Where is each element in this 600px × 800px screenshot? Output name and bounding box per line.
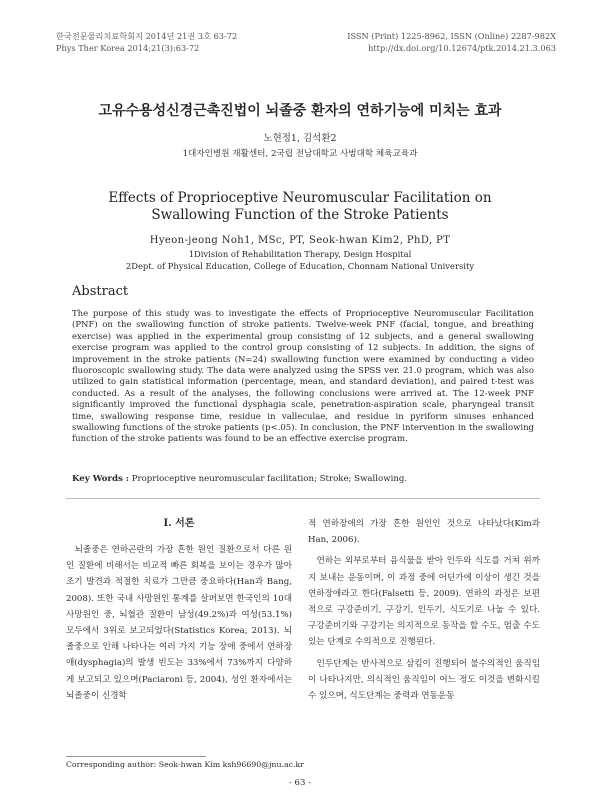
english-title-line2: Swallowing Function of the Stroke Patients	[151, 207, 449, 223]
english-authors: Hyeon-jeong Noh1, MSc, PT, Seok-hwan Kim2, PhD, PT	[149, 235, 451, 246]
affiliation-1: 1Division of Rehabilitation Therapy, Design Hospital	[188, 249, 412, 259]
page-number: - 63 -	[288, 778, 312, 788]
paragraph: 연하는 외부로부터 음식물을 받아 인두와 식도를 거쳐 위까지 보내는 운동이며, 이 과정 중에 어딘가에 이상이 생긴 것을 연하장애라고 한다(Falsetti 등, 2009). 연하의 과정은 보편적으로 구강준비기, 구강기, 인두기, 식도기로 나눌 수 있다. 구강준비기와 구강기는 의지적으로 동작을 할 수도, 멈출 수도 있는 단계로 수의적으로 진행된다.	[308, 556, 540, 648]
korean-title: 고유수용성신경근촉진법이 뇌졸중 환자의 연하기능에 미치는 효과	[98, 103, 502, 119]
keywords-label: Key Words :	[72, 474, 129, 484]
abstract-divider	[66, 498, 540, 499]
right-column	[308, 516, 540, 709]
section-heading: Ⅰ. 서론	[163, 518, 195, 529]
doi-link[interactable]: http://dx.doi.org/10.12674/ptk.2014.21.3.063	[368, 43, 556, 53]
paragraph: 인두단계는 반사적으로 삼킴이 진행되어 불수의적인 움직임이 나타나지만, 의식적인 움직임이 어느 정도 이것을 변화시킬 수 있으며, 식도단계는 중력과 연동운동	[308, 658, 540, 702]
abstract-text: The purpose of this study was to investigate the effects of Proprioceptive Neuromuscular Facilitation (PNF) on the swallowing function of stroke patients. Twelve-week PNF (facial, tongue, and breathing exercise) was applied in the experimental group consisting of 12 subjects, and a general swallowing exercise program was applied to the control group consisting of 12 subjects. In addition, the signs of improvement in the stroke patients (N=24) swallowing function were examined by conducting a video fluoroscopic swallowing study. The data were analyzed using the SPSS ver. 21.0 program, which was also utilized to gain statistical information (percentage, mean, and standard deviation), and paired t-test was conducted. As a result of the analyses, the following conclusions were arrived at. The 12-week PNF significantly improved the functional dysphagia scale, penetration-aspiration scale, pharyngeal transit time, swallowing response time, residue in valleculae, and residue in pyriform sinuses enhanced swallowing functions of the stroke patients (p<.05). In conclusion, the PNF intervention in the swallowing function of the stroke patients was found to be an effective exercise program.	[72, 309, 534, 445]
english-title-line1: Effects of Proprioceptive Neuromuscular Facilitation on	[108, 190, 492, 206]
footnote-divider	[66, 756, 206, 757]
paragraph: 뇌졸중은 연하곤란의 가장 흔한 원인 질환으로서 다른 원인 질환에 비해서는 비교적 빠른 회복을 보이는 경우가 많아 조기 발견과 적절한 치료가 그만큼 중요하다(Han과 Bang, 2008). 또한 국내 사망원인 통계를 살펴보면 한국인의 10대 사망원인 중, 뇌혈관 질환이 남성(49.2%)과 여성(53.1%) 모두에서 3위로 보고되었다(Statistics Korea, 2013). 뇌졸중으로 인해 나타나는 여러 가지 기능 장애 중에서 연하장애(dysphagia)의 발생 빈도는 33%에서 73%까지 다양하게 보고되고 있으며(Paciaroni 등, 2004), 성인 환자에서는 뇌졸중이 신경학	[66, 545, 292, 701]
english-title	[0, 190, 600, 224]
corresponding-author-footnote: Corresponding author: Seok-hwan Kim ksh96690@jnu.ac.kr	[66, 760, 304, 769]
paragraph: 적 연하장애의 가장 흔한 원인인 것으로 나타났다(Kim과 Han, 2006).	[308, 519, 540, 546]
korean-authors: 노현정1, 김석환2	[263, 133, 337, 144]
korean-affiliations: 1대자인병원 재활센터, 2국립 전남대학교 사범대학 체육교육과	[182, 149, 418, 159]
keywords-list: Proprioceptive neuromuscular facilitation; Stroke; Swallowing.	[131, 474, 408, 484]
abstract-heading: Abstract	[72, 284, 129, 299]
journal-korean: 한국전문물리치료학회지 2014년 21권 3호 63-72	[56, 31, 238, 41]
affiliation-2: 2Dept. of Physical Education, College of Education, Chonnam National University	[125, 260, 475, 271]
issn: ISSN (Print) 1225-8962, ISSN (Online) 2287-982X	[347, 31, 556, 41]
english-affiliations	[0, 249, 600, 272]
left-column	[66, 542, 292, 709]
journal-citation: Phys Ther Korea 2014;21(3):63-72	[56, 43, 200, 53]
keywords	[72, 474, 542, 484]
